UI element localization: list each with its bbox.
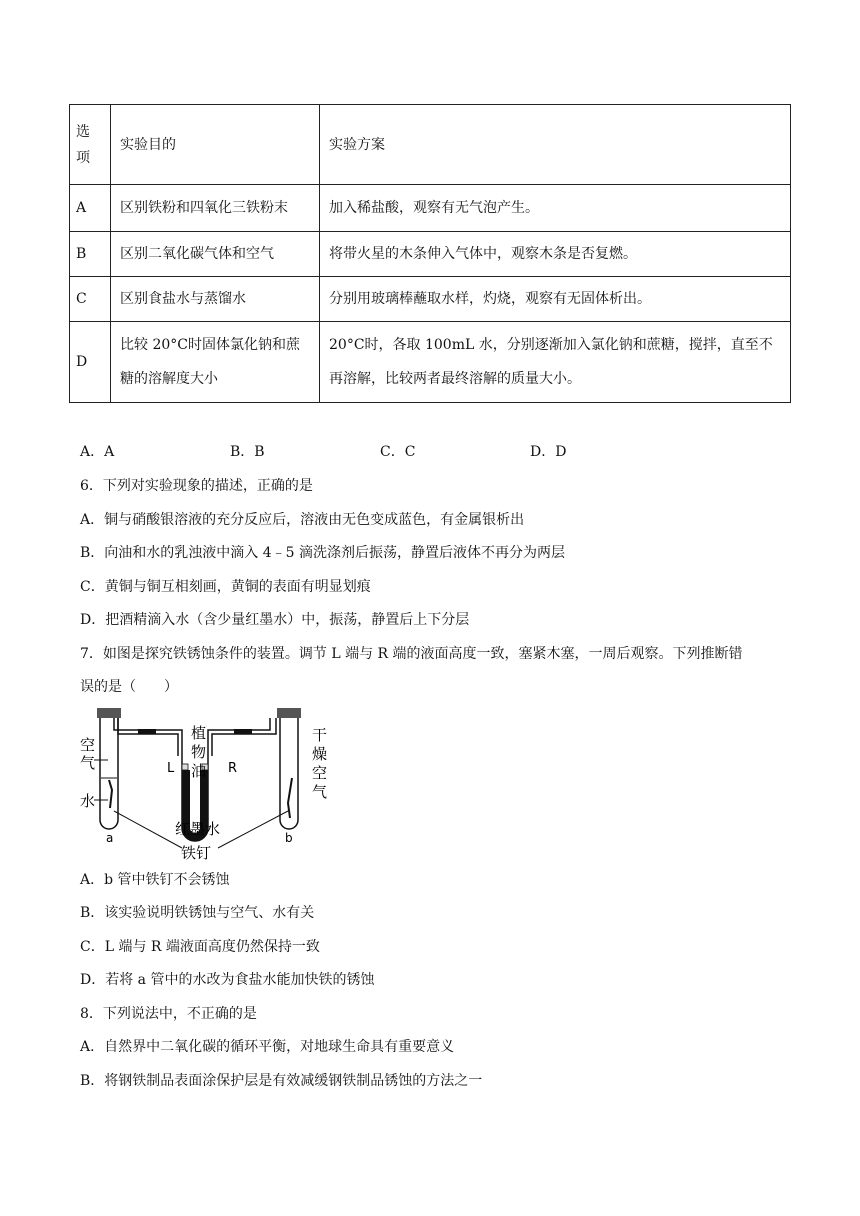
- label-a: a: [106, 831, 114, 845]
- label-air-1: 空: [80, 736, 96, 754]
- label-oil-2: 物: [191, 743, 207, 761]
- q7-option-d: D．若将 a 管中的水改为食盐水能加快铁的锈蚀: [80, 972, 375, 988]
- q5-option-d: D．D: [530, 444, 567, 460]
- q6-stem: 6．下列对实验现象的描述，正确的是: [80, 478, 313, 494]
- row-purpose: 区别食盐水与蒸馏水: [111, 277, 320, 322]
- left-test-tube: [100, 718, 118, 829]
- row-plan: 加入稀盐酸，观察有无气泡产生。: [320, 185, 791, 232]
- q5-option-c: C．C: [380, 444, 416, 460]
- row-purpose: 区别铁粉和四氧化三铁粉末: [111, 185, 320, 232]
- table-row: [70, 232, 791, 277]
- q7-option-b: B．该实验说明铁锈蚀与空气、水有关: [80, 905, 315, 921]
- row-option: A: [70, 185, 111, 232]
- table-row: [70, 277, 791, 322]
- q6-option-a: A．铜与硝酸银溶液的充分反应后，溶液由无色变成蓝色，有金属银析出: [80, 512, 525, 528]
- header-option: [70, 105, 111, 185]
- label-oil-3: 油: [191, 762, 207, 780]
- label-oil-1: 植: [191, 724, 207, 742]
- right-stopper: [277, 708, 301, 718]
- q7-stem-line2: 误的是（ ）: [80, 679, 178, 695]
- label-iron-nail: 铁钉: [181, 844, 212, 862]
- q6-option-c: C．黄铜与铜互相刻画，黄铜的表面有明显划痕: [80, 579, 371, 595]
- row-option: D: [70, 322, 111, 403]
- q8-option-a: A．自然界中二氧化碳的循环平衡，对地球生命具有重要意义: [80, 1039, 455, 1055]
- right-tube-joint: [234, 729, 252, 734]
- label-L: L: [167, 761, 175, 776]
- q6-option-d: D．把酒精滴入水（含少量红墨水）中，振荡，静置后上下分层: [80, 612, 470, 628]
- nail-pointer-right: [218, 811, 288, 848]
- row-plan-line: 再溶解，比较两者最终溶解的质量大小。: [329, 371, 581, 387]
- q6-option-b: B．向油和水的乳浊液中滴入 4﹣5 滴洗涤剂后振荡，静置后液体不再分为两层: [80, 545, 566, 561]
- row-option: B: [70, 232, 111, 277]
- row-purpose: 区别二氧化碳气体和空气: [111, 232, 320, 277]
- q7-option-c: C．L 端与 R 端液面高度仍然保持一致: [80, 939, 320, 955]
- header-option-line: 选: [76, 123, 90, 140]
- label-dry-2: 燥: [312, 745, 328, 763]
- label-dry-1: 干: [312, 726, 328, 744]
- label-dry-3: 空: [312, 764, 328, 782]
- q7-stem-line1: 7．如图是探究铁锈蚀条件的装置。调节 L 端与 R 端的液面高度一致，塞紧木塞，一周后观察。下列推断错: [80, 646, 743, 662]
- left-iron-nail: [109, 780, 112, 808]
- row-purpose-line: 糖的溶解度大小: [120, 371, 218, 387]
- experiment-table: [69, 104, 791, 403]
- label-water: 水: [80, 792, 96, 810]
- q8-option-b: B．将钢铁制品表面涂保护层是有效减缓钢铁制品锈蚀的方法之一: [80, 1073, 483, 1089]
- header-purpose: 实验目的: [111, 105, 320, 185]
- table-row: [70, 185, 791, 232]
- header-plan: 实验方案: [320, 105, 791, 185]
- row-purpose-line: 比较 20°C时固体氯化钠和蔗: [120, 337, 300, 353]
- label-b: b: [285, 831, 293, 845]
- q8-stem: 8．下列说法中，不正确的是: [80, 1006, 257, 1022]
- nail-pointer-left: [114, 811, 182, 848]
- row-plan: [320, 322, 791, 403]
- left-stopper: [97, 708, 121, 718]
- left-tube-joint: [138, 729, 156, 734]
- label-air-2: 气: [80, 754, 96, 772]
- q5-option-b: B．B: [230, 444, 265, 460]
- right-iron-nail: [288, 778, 292, 818]
- label-dry-4: 气: [312, 783, 328, 801]
- row-plan: 将带火星的木条伸入气体中，观察木条是否复燃。: [320, 232, 791, 277]
- q5-options: [80, 442, 566, 462]
- label-red-ink: 红墨水: [175, 820, 221, 838]
- row-option: C: [70, 277, 111, 322]
- label-R: R: [228, 761, 238, 776]
- oil-layer-l: [182, 764, 188, 770]
- table-row: [70, 322, 791, 403]
- row-purpose: [111, 322, 320, 403]
- q5-option-a: A．A: [80, 444, 115, 460]
- rust-experiment-figure: [78, 708, 328, 863]
- row-plan-line: 20°C时，各取 100mL 水，分别逐渐加入氯化钠和蔗糖，搅拌，直至不: [329, 337, 773, 353]
- q7-option-a: A．b 管中铁钉不会锈蚀: [80, 872, 230, 888]
- row-plan: 分别用玻璃棒蘸取水样，灼烧，观察有无固体析出。: [320, 277, 791, 322]
- header-option-line: 项: [76, 149, 90, 166]
- table-header-row: [70, 105, 791, 185]
